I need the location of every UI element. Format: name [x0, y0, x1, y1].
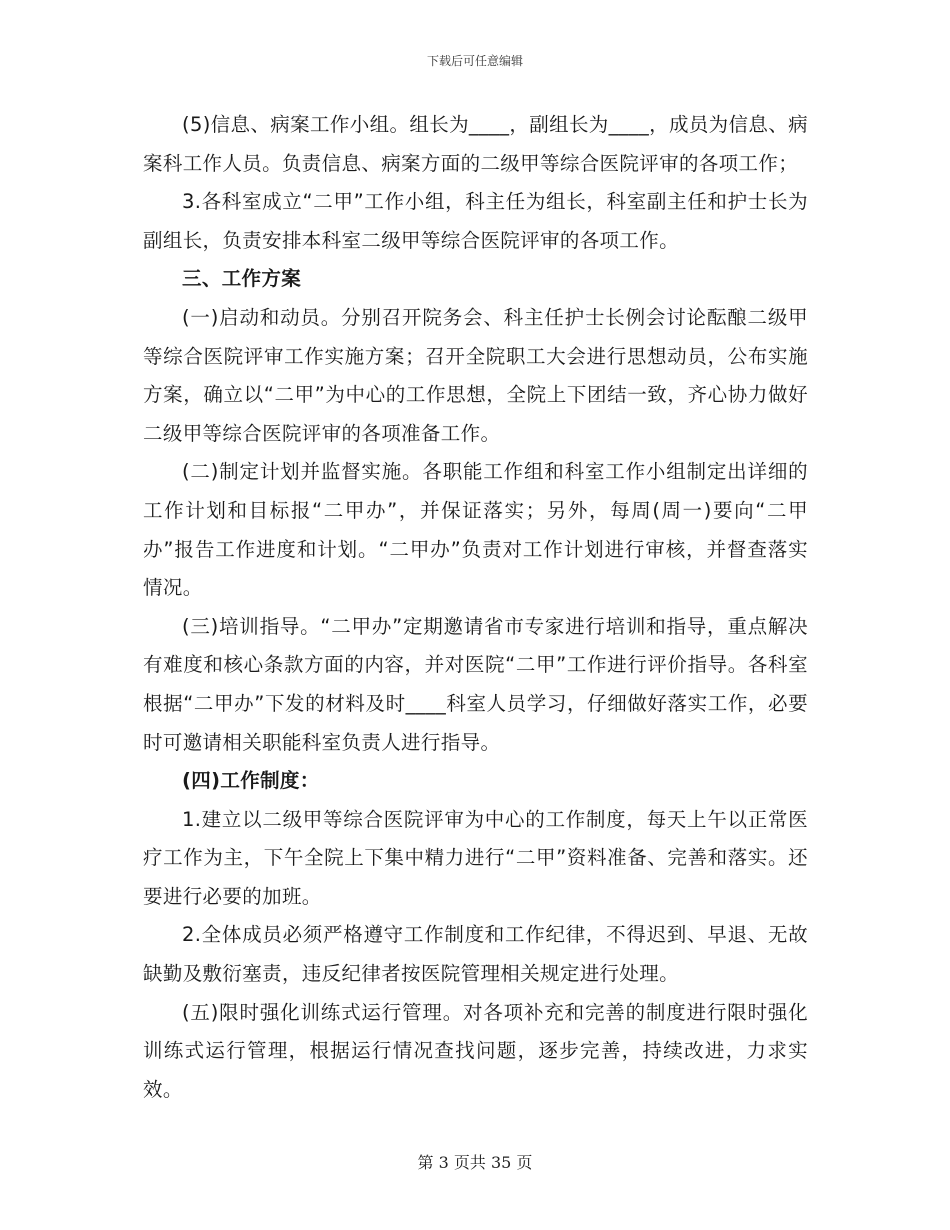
- paragraph-work-system-1: 1.建立以二级甲等综合医院评审为中心的工作制度，每天上午以正常医疗工作为主，下午全院上下集中精力进行“二甲”资料准备、完善和落实。还要进行必要的加班。: [143, 807, 808, 908]
- document-body: [143, 106, 808, 1109]
- paragraph-launch-mobilization: (一)启动和动员。分别召开院务会、科主任护士长例会讨论酝酿二级甲等综合医院评审工作实施方案；召开全院职工大会进行思想动员，公布实施方案，确立以“二甲”为中心的工作思想，全院上下团结一致，齐心协力做好二级甲等综合医院评审的各项准备工作。: [143, 305, 808, 445]
- page-number: 第 3 页共 35 页: [417, 1153, 533, 1172]
- paragraph-intensive-management: (五)限时强化训练式运行管理。对各项补充和完善的制度进行限时强化训练式运行管理，根据运行情况查找问题，逐步完善，持续改进，力求实效。: [143, 1000, 808, 1101]
- paragraph-work-system-2: 2.全体成员必须严格遵守工作制度和工作纪律，不得迟到、早退、无故缺勤及敷衍塞责，违反纪律者按医院管理相关规定进行处理。: [143, 923, 808, 986]
- paragraph-info-records-group: (5)信息、病案工作小组。组长为____，副组长为____，成员为信息、病案科工作人员。负责信息、病案方面的二级甲等综合医院评审的各项工作；: [143, 113, 808, 175]
- page-header: 下载后可任意编辑: [426, 54, 523, 68]
- subheading-work-system: (四)工作制度：: [182, 769, 320, 793]
- paragraph-training-guidance: (三)培训指导。“二甲办”定期邀请省市专家进行培训和指导，重点解决有难度和核心条款方面的内容，并对医院“二甲”工作进行评价指导。各科室根据“二甲办”下发的材料及时____科室人员学习，仔细做好落实工作，必要时可邀请相关职能科室负责人进行指导。: [143, 614, 808, 754]
- section-heading-work-plan: 三、工作方案: [182, 267, 302, 291]
- paragraph-department-groups: 3.各科室成立“二甲”工作小组，科主任为组长，科室副主任和护士长为副组长，负责安排本科室二级甲等综合医院评审的各项工作。: [143, 190, 808, 252]
- paragraph-plan-supervision: (二)制定计划并监督实施。各职能工作组和科室工作小组制定出详细的工作计划和目标报“二甲办”，并保证落实；另外，每周(周一)要向“二甲办”报告工作进度和计划。“二甲办”负责对工作计划进行审核，并督查落实情况。: [143, 460, 808, 600]
